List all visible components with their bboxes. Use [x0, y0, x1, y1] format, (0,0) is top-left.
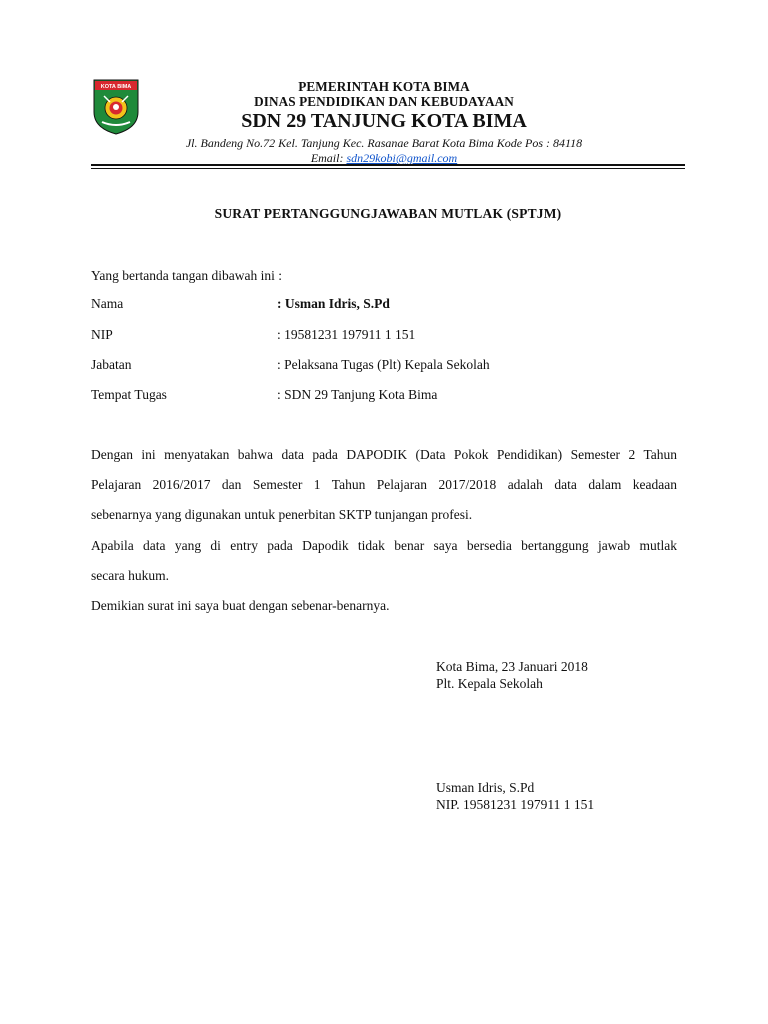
statement-line: Pelajaran 2016/2017 dan Semester 1 Tahun Pelajaran 2017/2018 adalah data dalam keadaan [91, 477, 677, 492]
school-name: SDN 29 TANJUNG KOTA BIMA [241, 110, 527, 132]
email-label: Email: [310, 151, 344, 165]
field-label-nama: Nama [91, 296, 124, 311]
letter-title: SURAT PERTANGGUNGJAWABAN MUTLAK (SPTJM) [214, 206, 562, 221]
liability-paragraph [91, 538, 677, 598]
signature-position: Plt. Kepala Sekolah [436, 676, 543, 691]
letterhead-thin-rule [91, 168, 685, 169]
logo-caption: KOTA BIMA [100, 84, 132, 90]
statement-line: Dengan ini menyatakan bahwa data pada DAPODIK (Data Pokok Pendidikan) Semester 2 Tahun [91, 447, 677, 462]
field-label-tempat-tugas: Tempat Tugas [91, 387, 167, 402]
kota-bima-logo-icon [92, 78, 140, 136]
government-name: PEMERINTAH KOTA BIMA [298, 79, 470, 94]
letterhead-thick-rule [91, 164, 685, 166]
department-name: DINAS PENDIDIKAN DAN KEBUDAYAAN [254, 94, 514, 109]
signatory-name: Usman Idris, S.Pd [436, 780, 535, 795]
closing-text: Demikian surat ini saya buat dengan sebenar-benarnya. [91, 598, 390, 613]
field-label-nip: NIP [91, 327, 113, 342]
letterhead [140, 79, 628, 166]
signature-place-date: Kota Bima, 23 Januari 2018 [436, 659, 588, 674]
field-value-tempat-tugas: : SDN 29 Tanjung Kota Bima [277, 387, 438, 402]
field-value-nip: : 19581231 197911 1 151 [277, 327, 416, 342]
signatory-nip: NIP. 19581231 197911 1 151 [436, 797, 595, 812]
statement-line: sebenarnya yang digunakan untuk penerbitan SKTP tunjangan profesi. [91, 507, 473, 522]
liability-line: secara hukum. [91, 568, 169, 583]
liability-line: Apabila data yang di entry pada Dapodik tidak benar saya bersedia bertanggung jawab mutlak [91, 538, 677, 553]
field-label-jabatan: Jabatan [91, 357, 132, 372]
statement-paragraph [91, 447, 677, 537]
school-address: Jl. Bandeng No.72 Kel. Tanjung Kec. Rasanae Barat Kota Bima Kode Pos : 84118 [185, 136, 583, 150]
intro-text: Yang bertanda tangan dibawah ini : [91, 268, 282, 283]
email-link[interactable]: sdn29kobi@gmail.com [346, 151, 458, 165]
field-value-jabatan: : Pelaksana Tugas (Plt) Kepala Sekolah [277, 357, 490, 372]
field-value-nama: : Usman Idris, S.Pd [277, 296, 390, 311]
